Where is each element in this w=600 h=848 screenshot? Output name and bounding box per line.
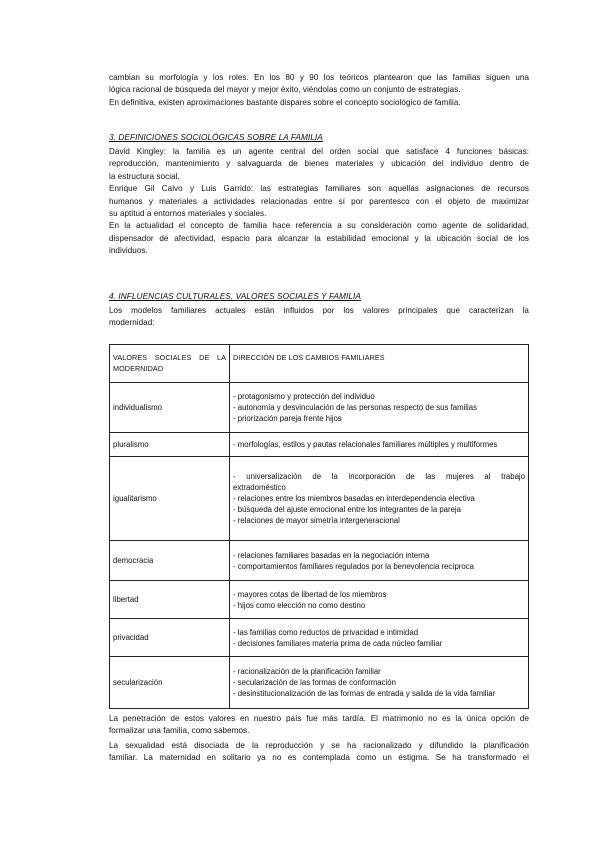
change-item: - comportamientos familiares regulados por la benevolencia recíproca [233, 561, 474, 571]
change-item: - búsqueda del ajuste emocional entre los integrantes de la pareja [233, 505, 461, 514]
change-item: - priorización pareja frente hijos [233, 414, 342, 423]
value-cell: libertad [110, 581, 230, 619]
text-line: En la actualidad el concepto de familia hace referencia a su consideración como agente de solidaridad, [109, 221, 529, 231]
table-header-cell [230, 345, 529, 383]
section-4 [109, 290, 529, 330]
value-cell: secularización [110, 657, 230, 709]
value-cell: democracia [110, 541, 230, 581]
changes-cell [230, 619, 529, 657]
header-text: DIRECCIÓN DE LOS CAMBIOS FAMILIARES [233, 353, 385, 362]
change-item: - relaciones entre los miembros basadas en interdependencia electiva [233, 494, 475, 503]
text-line: lógica racional de búsqueda del mayor y mejor éxito, viéndolas como un conjunto de estrategias. [109, 85, 461, 95]
section-4-heading: 4. INFLUENCIAS CULTURALES, VALORES SOCIALES Y FAMILIA [109, 291, 361, 301]
change-item: - secularización de las formas de conformación [233, 678, 396, 687]
section-3-heading: 3. DEFINICIONES SOCIOLÓGICAS SOBRE LA FAMILIA [109, 132, 323, 142]
header-text: VALORES SOCIALES DE LA [113, 353, 226, 362]
table-header-cell [110, 345, 230, 383]
table-row [110, 657, 529, 709]
change-item: - racionalización de la planificación familiar [233, 667, 381, 676]
change-item: - mayores cotas de libertad de los miembros [233, 589, 387, 599]
intro-paragraph [109, 72, 529, 109]
changes-cell [230, 433, 529, 457]
text-line: formalizar una familia, como sabemos. [109, 726, 250, 736]
text-line: reproducción, mantenimiento y salvaguarda de bienes materiales y ubicación del individuo dentro de [109, 159, 529, 169]
change-item: - relaciones familiares basadas en la negociación interna [233, 550, 430, 560]
change-item: - autonomía y desvinculación de las personas respecto de sus familias [233, 403, 477, 412]
table-row [110, 383, 529, 433]
table-row [110, 433, 529, 457]
text-line: Enrique Gil Calvo y Luis Garrido: las estrategias familiares son aquellas asignaciones de recursos [109, 184, 529, 194]
text-line: la estructura social. [109, 171, 180, 181]
changes-cell [230, 457, 529, 541]
table-row [110, 541, 529, 581]
change-item: - las familias como reductos de privacidad e intimidad [233, 627, 419, 637]
text-line: su aptitud a entornos materiales y sociales. [109, 209, 267, 219]
changes-cell [230, 541, 529, 581]
change-item: - protagonismo y protección del individuo [233, 392, 375, 401]
change-item: - universalización de la incorporación de las mujeres al trabajo [233, 472, 525, 481]
closing-paragraph [109, 713, 529, 765]
value-cell: privacidad [110, 619, 230, 657]
change-item: - relaciones de mayor simetría intergeneracional [233, 516, 400, 525]
value-cell: igualitarismo [110, 457, 230, 541]
text-line: familiar. La maternidad en solitario ya no es contemplada como un estigma. Se ha transformado el [109, 753, 529, 763]
change-item: - desinstitucionalización de las formas de entrada y salida de la vida familiar [233, 689, 496, 698]
changes-cell [230, 657, 529, 709]
change-item: - decisiones familiares materia prima de cada núcleo familiar [233, 638, 443, 648]
value-cell: individualismo [110, 383, 230, 433]
change-item: extradoméstico [233, 483, 286, 492]
table-row [110, 581, 529, 619]
text-line: La sexualidad está disociada de la reproducción y se ha racionalizado y difundido la planificación [109, 740, 529, 750]
text-line: dispensador de afectividad, espacio para alcanzar la estabilidad emocional y la ubicación social de los [109, 233, 529, 243]
value-cell: pluralismo [110, 433, 230, 457]
text-line: Los modelos familiares actuales están influidos por los valores principales que caracterizan la [109, 306, 529, 315]
table-row [110, 619, 529, 657]
table-header-row [110, 345, 529, 383]
text-line: modernidad: [109, 318, 155, 328]
changes-cell [230, 581, 529, 619]
section-3 [109, 131, 529, 258]
changes-cell [230, 383, 529, 433]
text-line: humanos y materiales a actividades relacionadas entre sí por parentesco con el objeto de maximizar [109, 196, 529, 206]
change-item: - morfologías, estilos y pautas relacionales familiares múltiples y multiformes [233, 440, 498, 449]
header-text: MODERNIDAD [113, 364, 164, 373]
values-table [109, 344, 529, 709]
table-row [110, 457, 529, 541]
text-line: David Kingley: la familia es un agente central del orden social que satisface 4 funciones básicas: [109, 147, 529, 156]
text-line: cambian su morfología y los roles. En los 80 y 90 los teóricos plantearon que las familias siguen una [109, 73, 529, 82]
change-item: - hijos como elección no como destino [233, 600, 366, 610]
text-line: La penetración de estos valores en nuestro país fue más tardía. El matrimonio no es la única opción de [109, 714, 529, 723]
text-line: En definitiva, existen aproximaciones bastante dispares sobre el concepto sociológico de familia. [109, 97, 461, 107]
text-line: individuos. [109, 246, 148, 256]
